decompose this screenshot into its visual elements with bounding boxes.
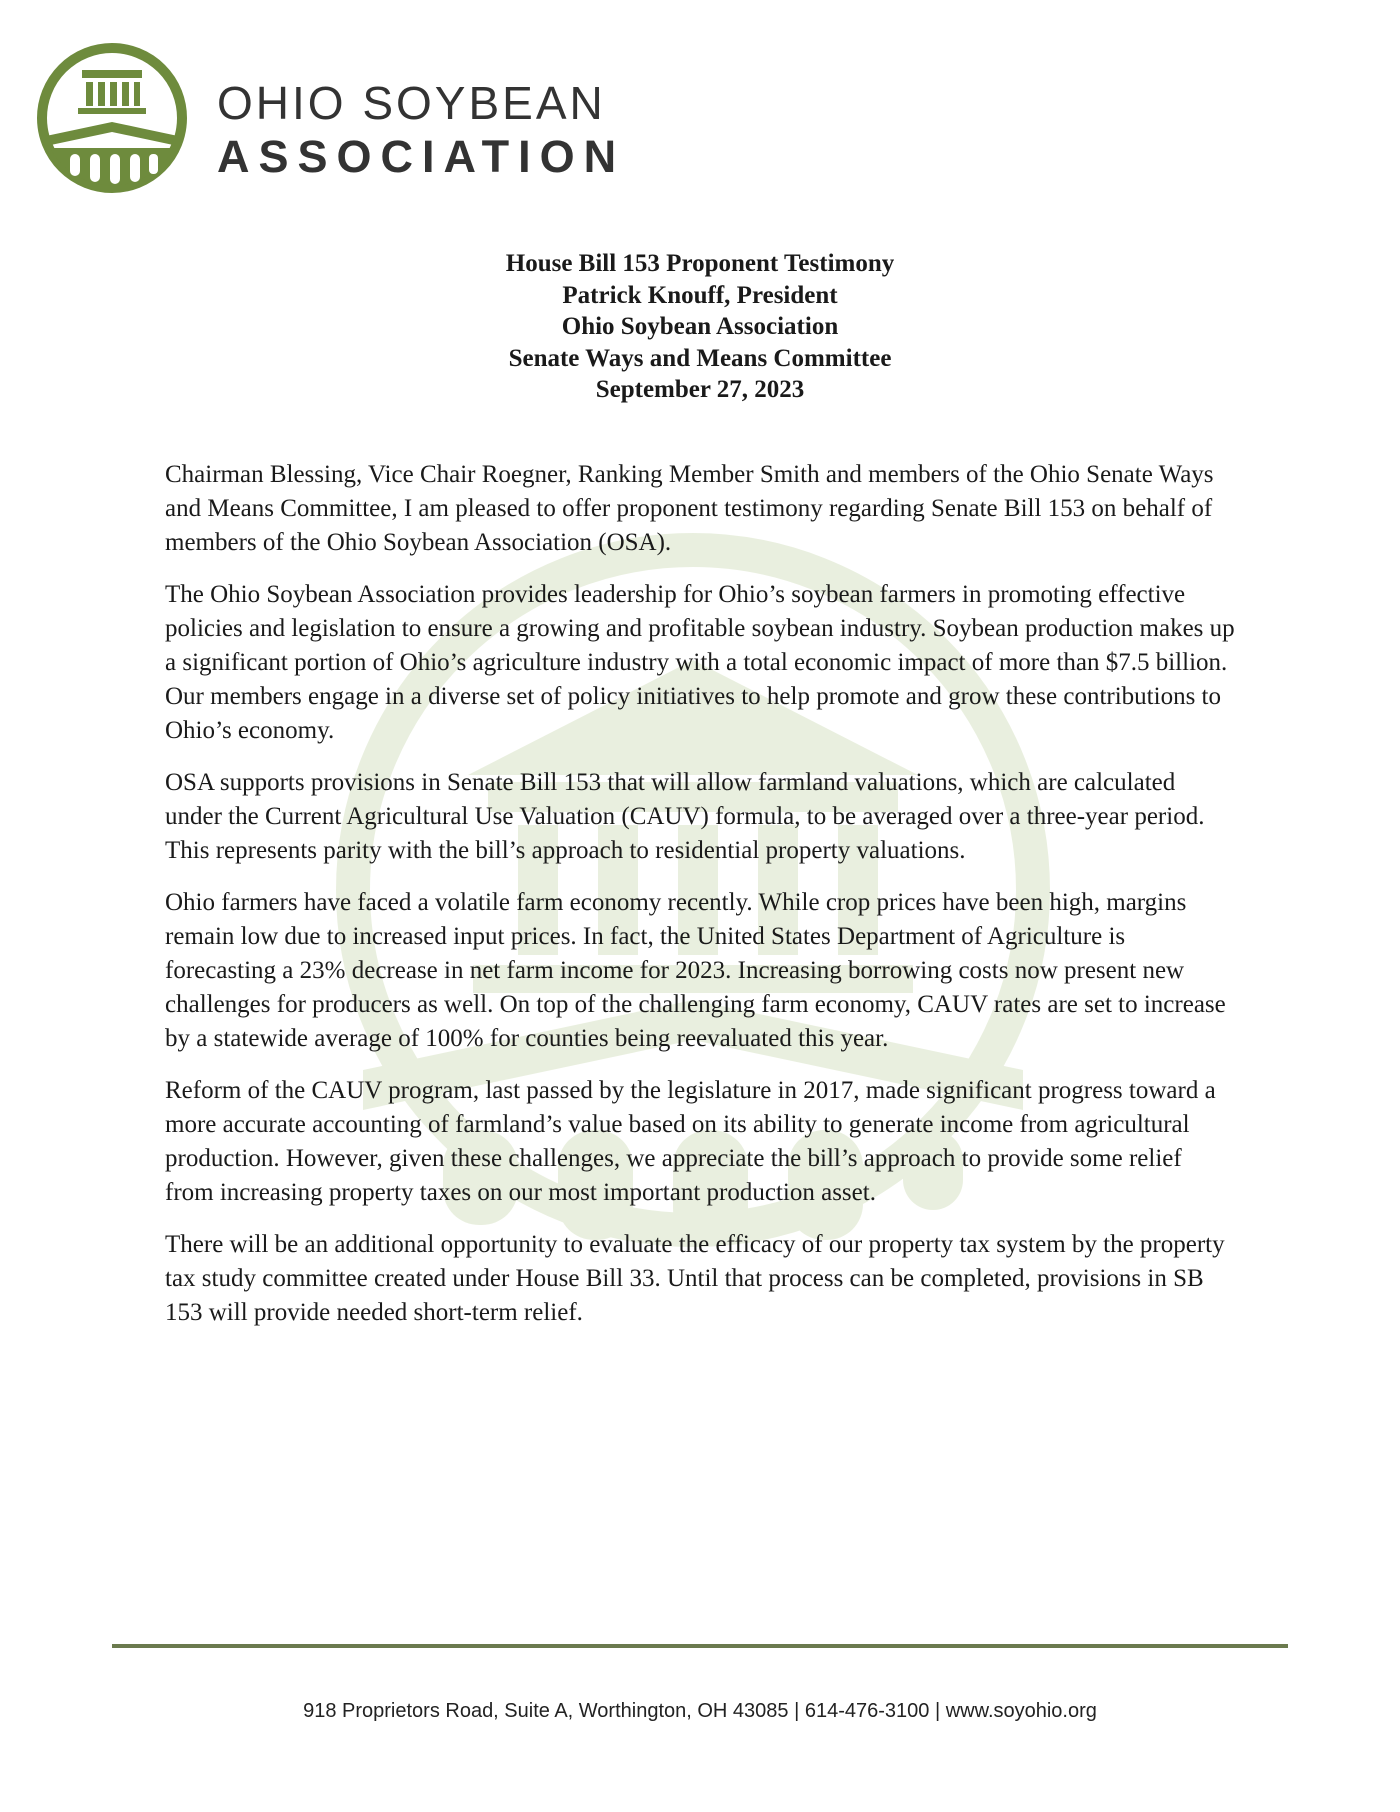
footer-divider xyxy=(112,1644,1288,1648)
paragraph-salutation: Chairman Blessing, Vice Chair Roegner, Ranking Member Smith and members of the Ohio Senate Ways and Means Committee, I am pleased to offer proponent testimony regarding Senate Bill 153 on behalf of members of the Ohio Soybean Association (OSA). xyxy=(165,461,1214,556)
logo-line-2: ASSOCIATION xyxy=(217,131,626,182)
testimony-header xyxy=(0,248,1400,406)
paragraph-farm-economy: Ohio farmers have faced a volatile farm economy recently. While crop prices have been high, margins remain low due to increased input prices. In fact, the United States Department of Agriculture is forecasting a 23% decrease in net farm income for 2023. Increasing borrowing costs now present new challenges for producers as well. On top of the challenging farm economy, CAUV rates are set to increase by a statewide average of 100% for counties being reevaluated this year. xyxy=(165,889,1226,1052)
organization-logo xyxy=(34,38,674,198)
logo-line-1: OHIO SOYBEAN xyxy=(217,77,606,129)
paragraph-closing: There will be an additional opportunity to evaluate the efficacy of our property tax system by the property tax study committee created under House Bill 33. Until that process can be completed, provisions in SB 153 will provide needed short-term relief. xyxy=(165,1231,1225,1326)
header-date: September 27, 2023 xyxy=(595,376,805,403)
paragraph-provisions: OSA supports provisions in Senate Bill 153 that will allow farmland valuations, which are calculated under the Current Agricultural Use Valuation (CAUV) formula, to be averaged over a three-year period. This represents parity with the bill’s approach to residential property valuations. xyxy=(165,769,1205,864)
header-title: House Bill 153 Proponent Testimony xyxy=(505,250,895,277)
testimony-body xyxy=(165,458,1235,1348)
header-committee: Senate Ways and Means Committee xyxy=(508,344,892,372)
paragraph-cauv-reform: Reform of the CAUV program, last passed by the legislature in 2017, made significant progress toward a more accurate accounting of farmland’s value based on its ability to generate income from agricultural production. However, given these challenges, we appreciate the bill’s approach to provide some relief from increasing property taxes on our most important production asset. xyxy=(165,1077,1216,1206)
footer-contact: 918 Proprietors Road, Suite A, Worthington, OH 43085 | 614-476-3100 | www.soyohio.org xyxy=(303,1700,1097,1722)
logo-wordmark xyxy=(217,78,625,186)
paragraph-association: The Ohio Soybean Association provides leadership for Ohio’s soybean farmers in promoting effective policies and legislation to ensure a growing and profitable soybean industry. Soybean production makes up a significant portion of Ohio’s agriculture industry with a total economic impact of more than $7.5 billion. Our members engage in a diverse set of policy initiatives to help promote and grow these contributions to Ohio’s economy. xyxy=(165,581,1235,744)
header-organization: Ohio Soybean Association xyxy=(561,313,839,340)
capitol-dome-icon xyxy=(34,38,190,198)
header-presenter: Patrick Knouff, President xyxy=(562,281,838,309)
